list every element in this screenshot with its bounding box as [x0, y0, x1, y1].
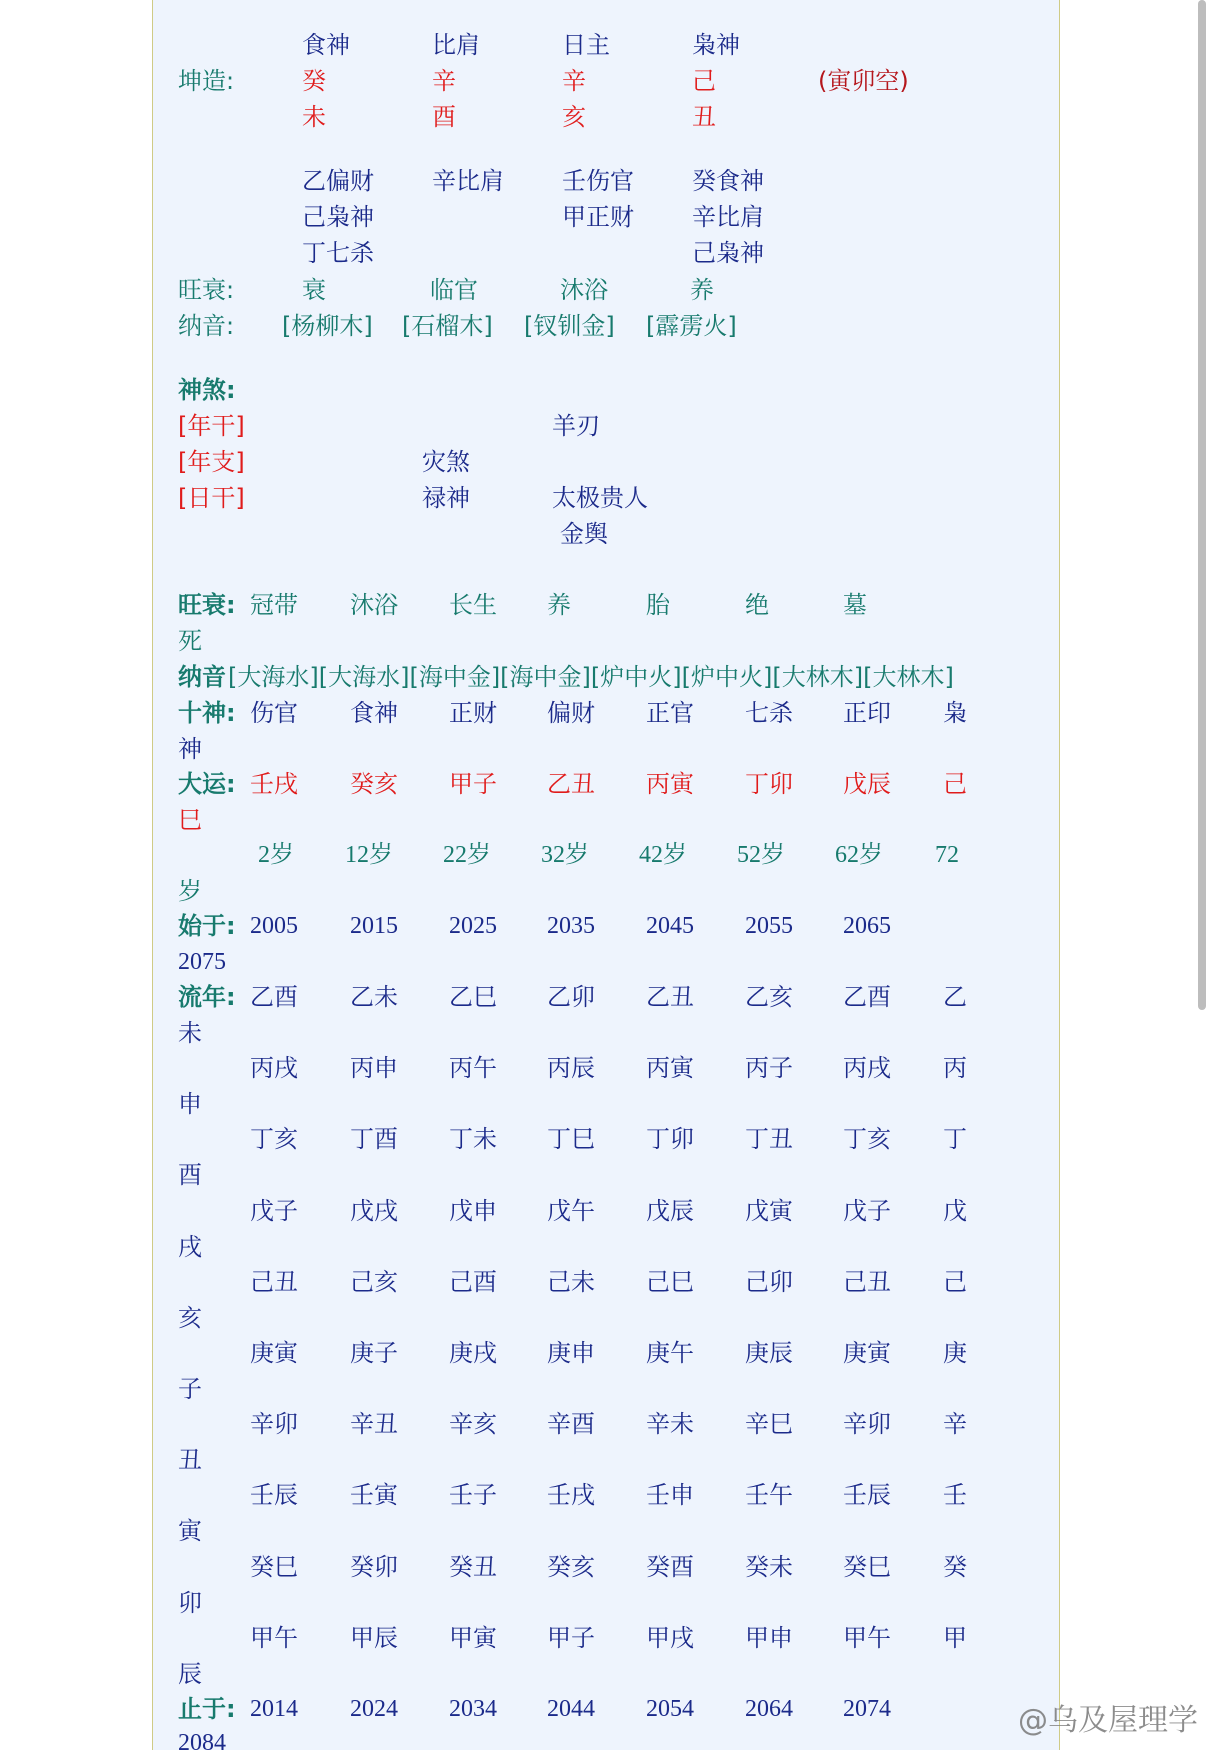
liunian-cell: 乙丑: [646, 983, 694, 1011]
liunian-cell: 己丑: [843, 1267, 891, 1296]
liunian-cell: 辛巳: [745, 1410, 793, 1439]
liunian-cell: 甲戌: [646, 1623, 694, 1652]
age-cell: 32岁: [541, 842, 589, 868]
age-cell: 2岁: [258, 842, 294, 868]
kongwang-note: (寅卯空): [818, 67, 909, 95]
liunian-cell-wrap-end: 亥: [178, 1303, 202, 1332]
end-year: 2034: [449, 1696, 497, 1722]
dayun-cell-wrap-end: 巳: [178, 806, 202, 834]
hidden-stem: 癸食神: [692, 167, 764, 195]
pillar-nayin: [霹雳火]: [646, 312, 737, 340]
liunian-cell: 壬寅: [350, 1481, 398, 1510]
liunian-cell: 丁亥: [250, 1125, 298, 1154]
liunian-cell: 乙巳: [449, 983, 497, 1011]
liunian-cell-wrap-end: 酉: [178, 1161, 202, 1190]
start-year: 2015: [350, 913, 398, 939]
start-year: 2005: [250, 913, 298, 939]
liunian-cell: 癸丑: [449, 1552, 497, 1581]
liunian-cell-wrap-start: 庚: [943, 1339, 967, 1367]
liunian-cell: 癸巳: [250, 1552, 298, 1581]
pillar-stem: 辛: [562, 67, 586, 95]
dayun-cell: 丙寅: [646, 770, 694, 798]
liunian-cell: 甲子: [547, 1623, 595, 1652]
liunian-cell-wrap-end: 申: [178, 1090, 202, 1119]
liunian-cell: 丙寅: [646, 1054, 694, 1083]
dayun-cell: 戊辰: [843, 770, 891, 798]
liunian-cell: 乙酉: [843, 983, 891, 1011]
age-cell: 22岁: [443, 842, 491, 868]
pillar-stem: 己: [692, 67, 716, 95]
liunian-cell-wrap-start: 乙: [943, 983, 967, 1011]
liunian-cell: 庚辰: [745, 1339, 793, 1367]
nayin-row-label: 纳音: [178, 663, 226, 691]
shensha-item: 太极贵人: [552, 484, 648, 512]
shensha-row-label: [年干]: [178, 412, 245, 440]
kunzao-label: 坤造:: [178, 67, 235, 95]
dayun-cell: 乙丑: [547, 770, 595, 798]
liunian-cell-wrap-end: 戌: [178, 1232, 202, 1261]
start-year: 2075: [178, 949, 226, 975]
liunian-cell: 戊子: [250, 1196, 298, 1225]
liunian-cell: 丁酉: [350, 1125, 398, 1154]
pillar-nayin: [杨柳木]: [282, 312, 373, 340]
shensha-row-label: [日干]: [178, 484, 245, 512]
liunian-label: 流年:: [178, 983, 236, 1011]
liunian-cell: 乙亥: [745, 983, 793, 1011]
liunian-cell: 戊戌: [350, 1196, 398, 1225]
hidden-stem: 辛比肩: [692, 203, 764, 231]
pillar-wangshuai: 养: [690, 276, 714, 304]
pillar-ten-god: 日主: [562, 31, 610, 59]
liunian-cell-wrap-start: 丁: [943, 1125, 967, 1154]
liunian-cell: 丙戌: [250, 1054, 298, 1083]
wangshuai-cell: 长生: [449, 591, 497, 619]
end-year: 2074: [843, 1696, 891, 1722]
pillar-wangshuai: 临官: [430, 276, 478, 304]
liunian-cell: 庚寅: [843, 1339, 891, 1367]
start-year: 2065: [843, 913, 891, 939]
end-year: 2064: [745, 1696, 793, 1722]
shensha-title: 神煞:: [178, 376, 236, 404]
wangshuai-label: 旺衰:: [178, 276, 235, 304]
wangshuai-cell: 死: [178, 627, 202, 655]
dayun-cell: 癸亥: [350, 770, 398, 798]
liunian-cell-wrap-start: 辛: [943, 1410, 967, 1439]
pillar-stem: 辛: [432, 67, 456, 95]
shishen-cell: 食神: [350, 699, 398, 727]
liunian-cell-wrap-end: 卯: [178, 1588, 202, 1617]
liunian-cell-wrap-start: 己: [943, 1267, 967, 1296]
weibo-watermark: @乌及屋理学: [1018, 1703, 1198, 1738]
liunian-cell: 乙未: [350, 983, 398, 1011]
liunian-cell-wrap-start: 甲: [943, 1623, 967, 1652]
start-year: 2035: [547, 913, 595, 939]
liunian-cell: 壬申: [646, 1481, 694, 1510]
shensha-row-label: [年支]: [178, 448, 245, 476]
shishen-cell: 七杀: [745, 699, 793, 727]
liunian-cell: 乙酉: [250, 983, 298, 1011]
end-year: 2024: [350, 1696, 398, 1722]
liunian-cell: 丁巳: [547, 1125, 595, 1154]
age-cell: 52岁: [737, 842, 785, 868]
liunian-cell: 己未: [547, 1267, 595, 1296]
shishen-cell: 正官: [646, 699, 694, 727]
pillar-stem: 癸: [302, 67, 326, 95]
wangshuai-cell: 绝: [745, 591, 769, 619]
liunian-cell: 甲午: [843, 1623, 891, 1652]
liunian-cell: 辛卯: [843, 1410, 891, 1439]
liunian-cell: 庚午: [646, 1339, 694, 1367]
liunian-cell: 壬辰: [250, 1481, 298, 1510]
liunian-cell: 庚子: [350, 1339, 398, 1367]
pillar-branch: 丑: [692, 103, 716, 131]
liunian-cell: 壬子: [449, 1481, 497, 1510]
pillar-ten-god: 食神: [302, 31, 350, 59]
liunian-cell: 辛酉: [547, 1410, 595, 1439]
liunian-cell-wrap-start: 癸: [943, 1552, 967, 1581]
shishen-cell: 伤官: [250, 699, 298, 727]
liunian-cell: 癸酉: [646, 1552, 694, 1581]
end-year: 2084: [178, 1730, 226, 1756]
end-year: 2044: [547, 1696, 595, 1722]
liunian-cell: 戊寅: [745, 1196, 793, 1225]
liunian-cell: 己巳: [646, 1267, 694, 1296]
liunian-cell: 辛卯: [250, 1410, 298, 1439]
shishen-cell: 偏财: [547, 699, 595, 727]
liunian-cell: 己酉: [449, 1267, 497, 1296]
age-cell-wrap-end: 岁: [178, 877, 202, 905]
dayun-cell: 壬戌: [250, 770, 298, 798]
liunian-cell: 戊申: [449, 1196, 497, 1225]
wangshuai-row-label: 旺衰:: [178, 591, 236, 619]
age-cell: 42岁: [639, 842, 687, 868]
liunian-cell-wrap-start: 壬: [943, 1481, 967, 1510]
pillar-branch: 未: [302, 103, 326, 131]
liunian-cell: 丙戌: [843, 1054, 891, 1083]
dayun-label: 大运:: [178, 770, 236, 798]
liunian-cell: 癸巳: [843, 1552, 891, 1581]
liunian-cell-wrap-end: 辰: [178, 1659, 202, 1688]
liunian-cell: 癸未: [745, 1552, 793, 1581]
liunian-cell: 丁丑: [745, 1125, 793, 1154]
liunian-cell: 丙申: [350, 1054, 398, 1083]
end-year: 2014: [250, 1696, 298, 1722]
pillar-wangshuai: 沐浴: [560, 276, 608, 304]
shishen-cell-wrap-start: 枭: [943, 699, 967, 727]
scrollbar[interactable]: [1198, 0, 1206, 1010]
pillar-nayin: [石榴木]: [402, 312, 493, 340]
liunian-cell: 戊午: [547, 1196, 595, 1225]
liunian-cell: 丙午: [449, 1054, 497, 1083]
liunian-cell: 戊辰: [646, 1196, 694, 1225]
pillar-ten-god: 比肩: [432, 31, 480, 59]
liunian-cell: 丁亥: [843, 1125, 891, 1154]
liunian-cell: 己卯: [745, 1267, 793, 1296]
liunian-cell: 乙卯: [547, 983, 595, 1011]
nayin-label: 纳音:: [178, 312, 235, 340]
liunian-cell: 辛亥: [449, 1410, 497, 1439]
dayun-cell: 丁卯: [745, 770, 793, 798]
nayin-row-values: [大海水][大海水][海中金][海中金][炉中火][炉中火][大林木][大林木]: [228, 663, 954, 691]
liunian-cell-wrap-end: 子: [178, 1375, 202, 1403]
end-label: 止于:: [178, 1695, 236, 1723]
liunian-cell: 甲寅: [449, 1623, 497, 1652]
shishen-cell-wrap-end: 神: [178, 735, 202, 763]
liunian-cell: 庚申: [547, 1339, 595, 1367]
liunian-cell-wrap-end: 未: [178, 1019, 202, 1047]
hidden-stem: 甲正财: [562, 203, 634, 231]
liunian-cell: 庚寅: [250, 1339, 298, 1367]
shishen-label: 十神:: [178, 699, 236, 727]
liunian-cell: 戊子: [843, 1196, 891, 1225]
liunian-cell: 壬戌: [547, 1481, 595, 1510]
start-year: 2045: [646, 913, 694, 939]
liunian-cell-wrap-end: 丑: [178, 1446, 202, 1475]
liunian-cell: 丁卯: [646, 1125, 694, 1154]
liunian-cell: 辛未: [646, 1410, 694, 1439]
liunian-cell: 癸亥: [547, 1552, 595, 1581]
hidden-stem: 乙偏财: [302, 167, 374, 195]
start-year: 2055: [745, 913, 793, 939]
liunian-cell: 丁未: [449, 1125, 497, 1154]
liunian-cell: 癸卯: [350, 1552, 398, 1581]
shensha-item: 禄神: [422, 484, 470, 512]
liunian-cell-wrap-start: 戊: [943, 1196, 967, 1225]
dayun-cell-wrap-start: 己: [943, 770, 967, 798]
shishen-cell: 正财: [449, 699, 497, 727]
wangshuai-cell: 墓: [843, 591, 867, 619]
shensha-item: 金舆: [560, 520, 608, 548]
end-year: 2054: [646, 1696, 694, 1722]
liunian-cell: 甲辰: [350, 1623, 398, 1652]
hidden-stem: 己枭神: [302, 203, 374, 231]
wangshuai-cell: 胎: [646, 591, 670, 619]
wangshuai-cell: 沐浴: [350, 591, 398, 619]
liunian-cell: 己亥: [350, 1267, 398, 1296]
liunian-cell: 辛丑: [350, 1410, 398, 1439]
start-year: 2025: [449, 913, 497, 939]
hidden-stem: 辛比肩: [432, 167, 504, 195]
hidden-stem: 壬伤官: [562, 167, 634, 195]
liunian-cell: 壬午: [745, 1481, 793, 1510]
shensha-item: 羊刃: [552, 412, 600, 440]
hidden-stem: 己枭神: [692, 239, 764, 267]
liunian-cell-wrap-start: 丙: [943, 1054, 967, 1083]
liunian-cell: 甲午: [250, 1623, 298, 1652]
liunian-cell: 庚戌: [449, 1339, 497, 1367]
shensha-item: 灾煞: [422, 448, 470, 476]
liunian-cell-wrap-end: 寅: [178, 1517, 202, 1546]
start-label: 始于:: [178, 912, 236, 940]
wangshuai-cell: 养: [547, 591, 571, 619]
pillar-branch: 酉: [432, 103, 456, 131]
hidden-stem: 丁七杀: [302, 239, 374, 267]
pillar-nayin: [钗钏金]: [524, 312, 615, 340]
pillar-wangshuai: 衰: [302, 276, 326, 304]
liunian-cell: 丙辰: [547, 1054, 595, 1083]
age-cell-wrap-start: 72: [935, 842, 959, 868]
pillar-branch: 亥: [562, 103, 586, 131]
age-cell: 12岁: [345, 842, 393, 868]
liunian-cell: 甲申: [745, 1623, 793, 1652]
liunian-cell: 丙子: [745, 1054, 793, 1083]
wangshuai-cell: 冠带: [250, 591, 298, 619]
liunian-cell: 己丑: [250, 1267, 298, 1296]
dayun-cell: 甲子: [449, 770, 497, 798]
pillar-ten-god: 枭神: [692, 31, 740, 59]
liunian-cell: 壬辰: [843, 1481, 891, 1510]
age-cell: 62岁: [835, 842, 883, 868]
shishen-cell: 正印: [843, 699, 891, 727]
